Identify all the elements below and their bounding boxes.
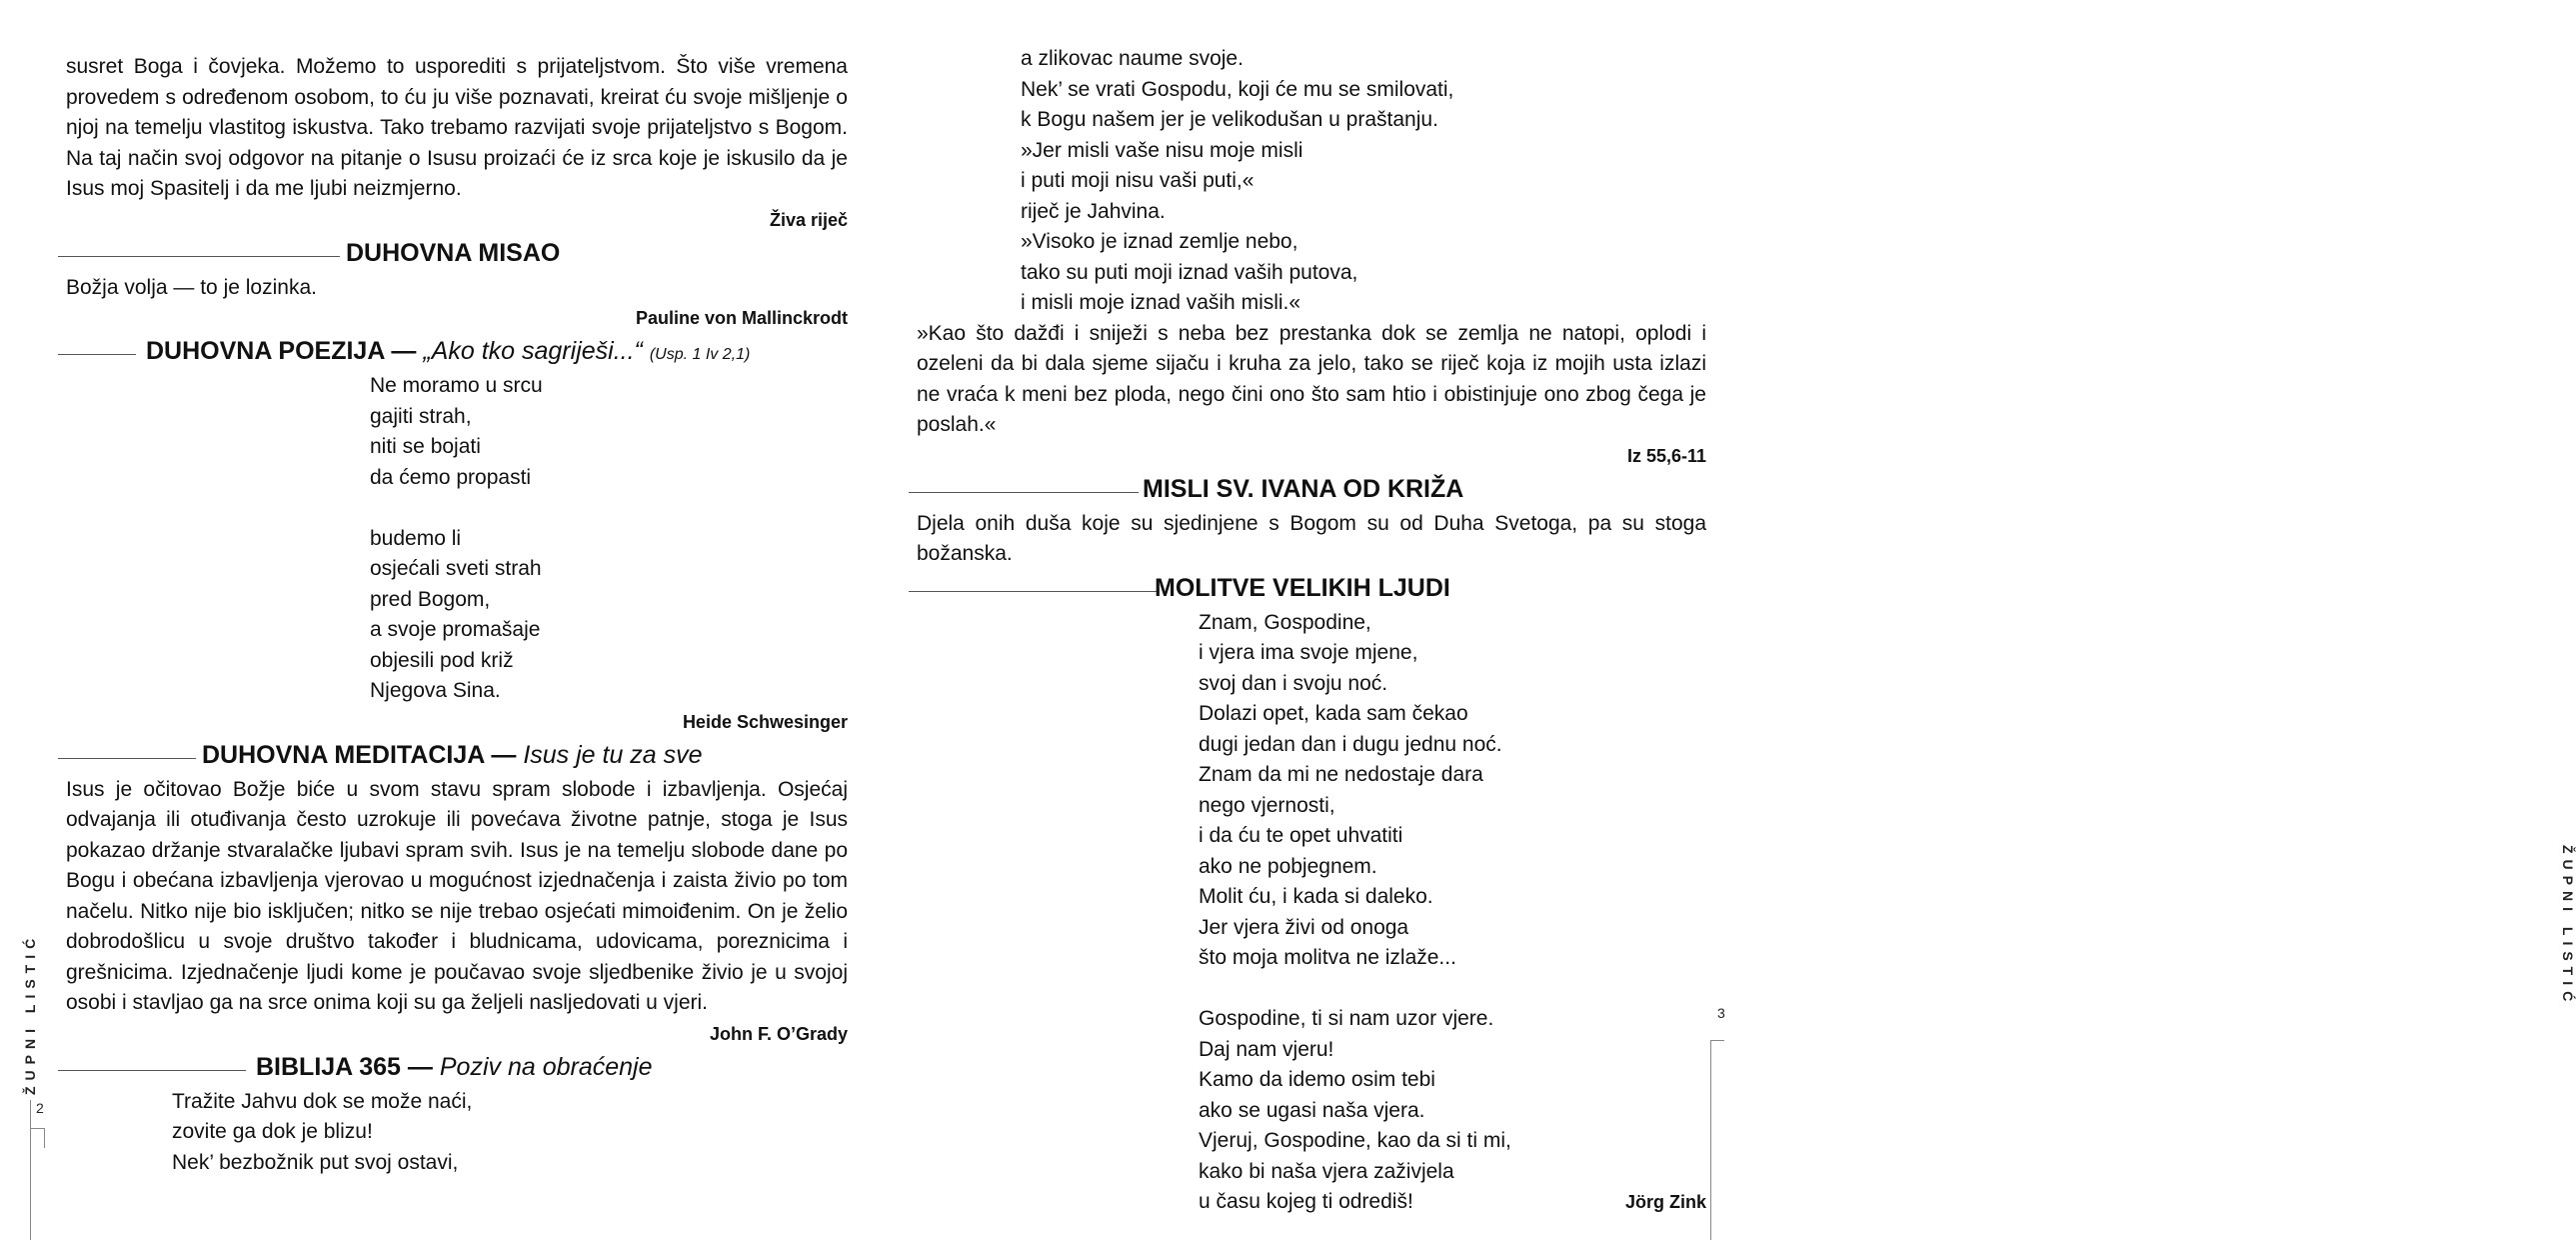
verse-line: zovite ga dok je blizu! [172, 1120, 373, 1143]
prayer-line: Daj nam vjeru! [1199, 1037, 1334, 1061]
poem [370, 371, 848, 707]
poem-line: niti se bojati [370, 435, 481, 458]
poem-line: gajiti strah, [370, 404, 472, 428]
left-page [0, 0, 877, 1240]
margin-rule-left [30, 1100, 31, 1240]
poem-line: da ćemo propasti [370, 465, 532, 489]
heading-rule [909, 591, 1157, 592]
molitve-source: Jörg Zink [1624, 1192, 1706, 1212]
verse-line: a zlikovac naume svoje. [1021, 47, 1244, 70]
molitva [1199, 608, 1706, 1218]
meditacija-source: John F. O’Grady [709, 1023, 848, 1044]
heading-duhovna-meditacija [66, 737, 848, 775]
prayer-line: i da ću te opet uhvatiti [1199, 824, 1403, 847]
heading-reference: (Usp. 1 Iv 2,1) [649, 346, 751, 363]
page-number-bracket [44, 1128, 45, 1148]
verse-line: tako su puti moji iznad vaših putova, [1021, 260, 1358, 284]
page-number-bracket [30, 1128, 44, 1129]
left-column [66, 52, 848, 1178]
prayer-line: Znam, Gospodine, [1199, 610, 1371, 634]
poem-line: pred Bogom, [370, 587, 491, 611]
intro-source: Živa riječ [769, 209, 848, 230]
duhovna-misao-source: Pauline von Mallinckrodt [635, 308, 848, 328]
verse-line: i puti moji nisu vaši puti,« [1021, 169, 1255, 192]
duhovna-misao-text: Božja volja — to je lozinka. [66, 275, 317, 299]
intro-paragraph: susret Boga i čovjeka. Možemo to usporediti s prijateljstvom. Što više vremena provedem s određenom osobom, to ću ju više poznavati, kreirat ću svoje mišljenje o njoj na temelju vlastitog iskustva. Tako trebamo razvijati svoje prijateljstvo s Bogom. Na taj način svoj odgovor na pitanje o Isusu proizaći će iz srca koje je iskusilo da je Isus moj Spasitelj i da me ljubi neizmjerno. [66, 55, 848, 200]
heading-label: BIBLIJA 365 — [256, 1052, 433, 1081]
poem-line: Ne moramo u srcu [370, 374, 543, 397]
heading-rule [58, 1070, 246, 1071]
misli-text: Djela onih duša koje su sjedinjene s Bogom su od Duha Svetoga, pa su stoga božanska. [917, 511, 1706, 565]
prayer-line: u času kojeg ti odrediš! [1199, 1190, 1413, 1213]
heading-misli [917, 471, 1706, 509]
prayer-line: Znam da mi ne nedostaje dara [1199, 763, 1483, 786]
prayer-line: i vjera ima svoje mjene, [1199, 641, 1418, 664]
heading-label: DUHOVNA MEDITACIJA — [202, 740, 517, 769]
poem-line: Njegova Sina. [370, 679, 501, 702]
heading-title: MOLITVE VELIKIH LJUDI [1155, 573, 1450, 602]
heading-title: DUHOVNA MISAO [346, 238, 561, 267]
heading-rule [58, 758, 196, 759]
verse-line: Nek’ bezbožnik put svoj ostavi, [172, 1150, 459, 1174]
verse-line: »Jer misli vaše nisu moje misli [1021, 138, 1303, 162]
heading-subtitle: „Ako tko sagriješi...“ [423, 337, 643, 365]
side-label-right: ŽUPNI LISTIĆ [2560, 845, 2576, 1008]
page-number-bracket [1710, 1040, 1724, 1041]
verse-line: Tražite Jahvu dok se može naći, [172, 1089, 473, 1113]
prayer-line: što moja molitva ne izlaže... [1199, 946, 1456, 969]
poem-line: a svoje promašaje [370, 618, 541, 641]
right-page [877, 0, 2576, 1240]
heading-biblija [66, 1049, 848, 1087]
margin-rule-right [1710, 1040, 1711, 1240]
verse-line: i misli moje iznad vaših misli.« [1021, 291, 1301, 314]
biblija-source: Iz 55,6-11 [1626, 445, 1706, 466]
heading-title [146, 335, 750, 371]
heading-rule [58, 354, 136, 355]
poem-line: objesili pod križ [370, 648, 514, 672]
prayer-line: ako ne pobjegnem. [1199, 854, 1377, 878]
heading-rule [909, 492, 1139, 493]
prayer-line: ako se ugasi naša vjera. [1199, 1098, 1425, 1122]
heading-title [202, 739, 703, 771]
side-label-left: ŽUPNI LISTIĆ [22, 932, 38, 1095]
heading-rule [58, 256, 340, 257]
heading-label: DUHOVNA POEZIJA — [146, 337, 417, 365]
verse-line: k Bogu našem jer je velikodušan u praštanju. [1021, 108, 1438, 131]
verse-line: Nek’ se vrati Gospodu, koji će mu se smilovati, [1021, 77, 1454, 101]
heading-subtitle: Isus je tu za sve [523, 740, 703, 769]
meditacija-text: Isus je očitovao Božje biće u svom stavu spram slobode i izbavljenja. Osjećaj odvajanja ili otuđivanja često uzrokuje ili povećava životne patnje, stoga je Isus pokazao držanje stvaralačke ljubavi spram svih. Isus je na temelju slobode dane po Bogu i obećana izbavljenja vjerovao u mogućnost izjednačenja i zaista živio po tom načelu. Nitko nije bio isključen; nitko se nije trebao osjećati mimoiđenim. On je želio dobrodošlicu u svoje društvo također i bludnicama, udovicama, poreznicima i grešnicima. Izjednačenje ljudi kome je poučavao svoje sljedbenike živio je u svojoj osobi i stavljao ga na srce onima koji su ga željeli nasljedovati u vjeri. [66, 777, 848, 1014]
heading-molitve [917, 570, 1706, 608]
prayer-line: Kamo da idemo osim tebi [1199, 1068, 1435, 1091]
biblija-verses-cont [1021, 44, 1706, 319]
heading-duhovna-poezija [66, 333, 848, 371]
prayer-line: Molit ću, i kada si daleko. [1199, 885, 1433, 908]
biblija-paragraph: »Kao što dažđi i sniježi s neba bez prestanka dok se zemlja ne natopi, oplodi i ozeleni da bi dala sjeme sijaču i kruha za jelo, tako se riječ koja iz mojih usta izlazi ne vraća k meni bez ploda, nego čini ono što sam htio i obistinjuje ono zbog čega je poslah.« [917, 321, 1706, 436]
biblija-verses [172, 1087, 848, 1179]
right-column [917, 44, 1706, 1218]
prayer-line: svoj dan i svoju noć. [1199, 671, 1388, 695]
page-number-right: 3 [1717, 1005, 1725, 1021]
verse-line: »Visoko je iznad zemlje nebo, [1021, 230, 1298, 253]
poem-line: budemo li [370, 526, 462, 550]
verse-line: riječ je Jahvina. [1021, 199, 1166, 223]
prayer-line: kako bi naša vjera zaživjela [1199, 1159, 1454, 1183]
prayer-line: Jer vjera živi od onoga [1199, 915, 1409, 939]
heading-duhovna-misao [66, 235, 848, 273]
prayer-line: Gospodine, ti si nam uzor vjere. [1199, 1007, 1494, 1030]
poezija-source: Heide Schwesinger [682, 711, 848, 732]
prayer-line: nego vjernosti, [1199, 793, 1335, 817]
poem-line: osjećali sveti strah [370, 557, 542, 580]
page-number-left: 2 [36, 1100, 44, 1116]
prayer-line: dugi jedan dan i dugu jednu noć. [1199, 732, 1502, 756]
prayer-line: Vjeruj, Gospodine, kao da si ti mi, [1199, 1129, 1511, 1152]
heading-subtitle: Poziv na obraćenje [439, 1052, 653, 1081]
prayer-line: Dolazi opet, kada sam čekao [1199, 702, 1468, 725]
heading-title [256, 1051, 653, 1083]
heading-title: MISLI SV. IVANA OD KRIŽA [1143, 474, 1464, 503]
